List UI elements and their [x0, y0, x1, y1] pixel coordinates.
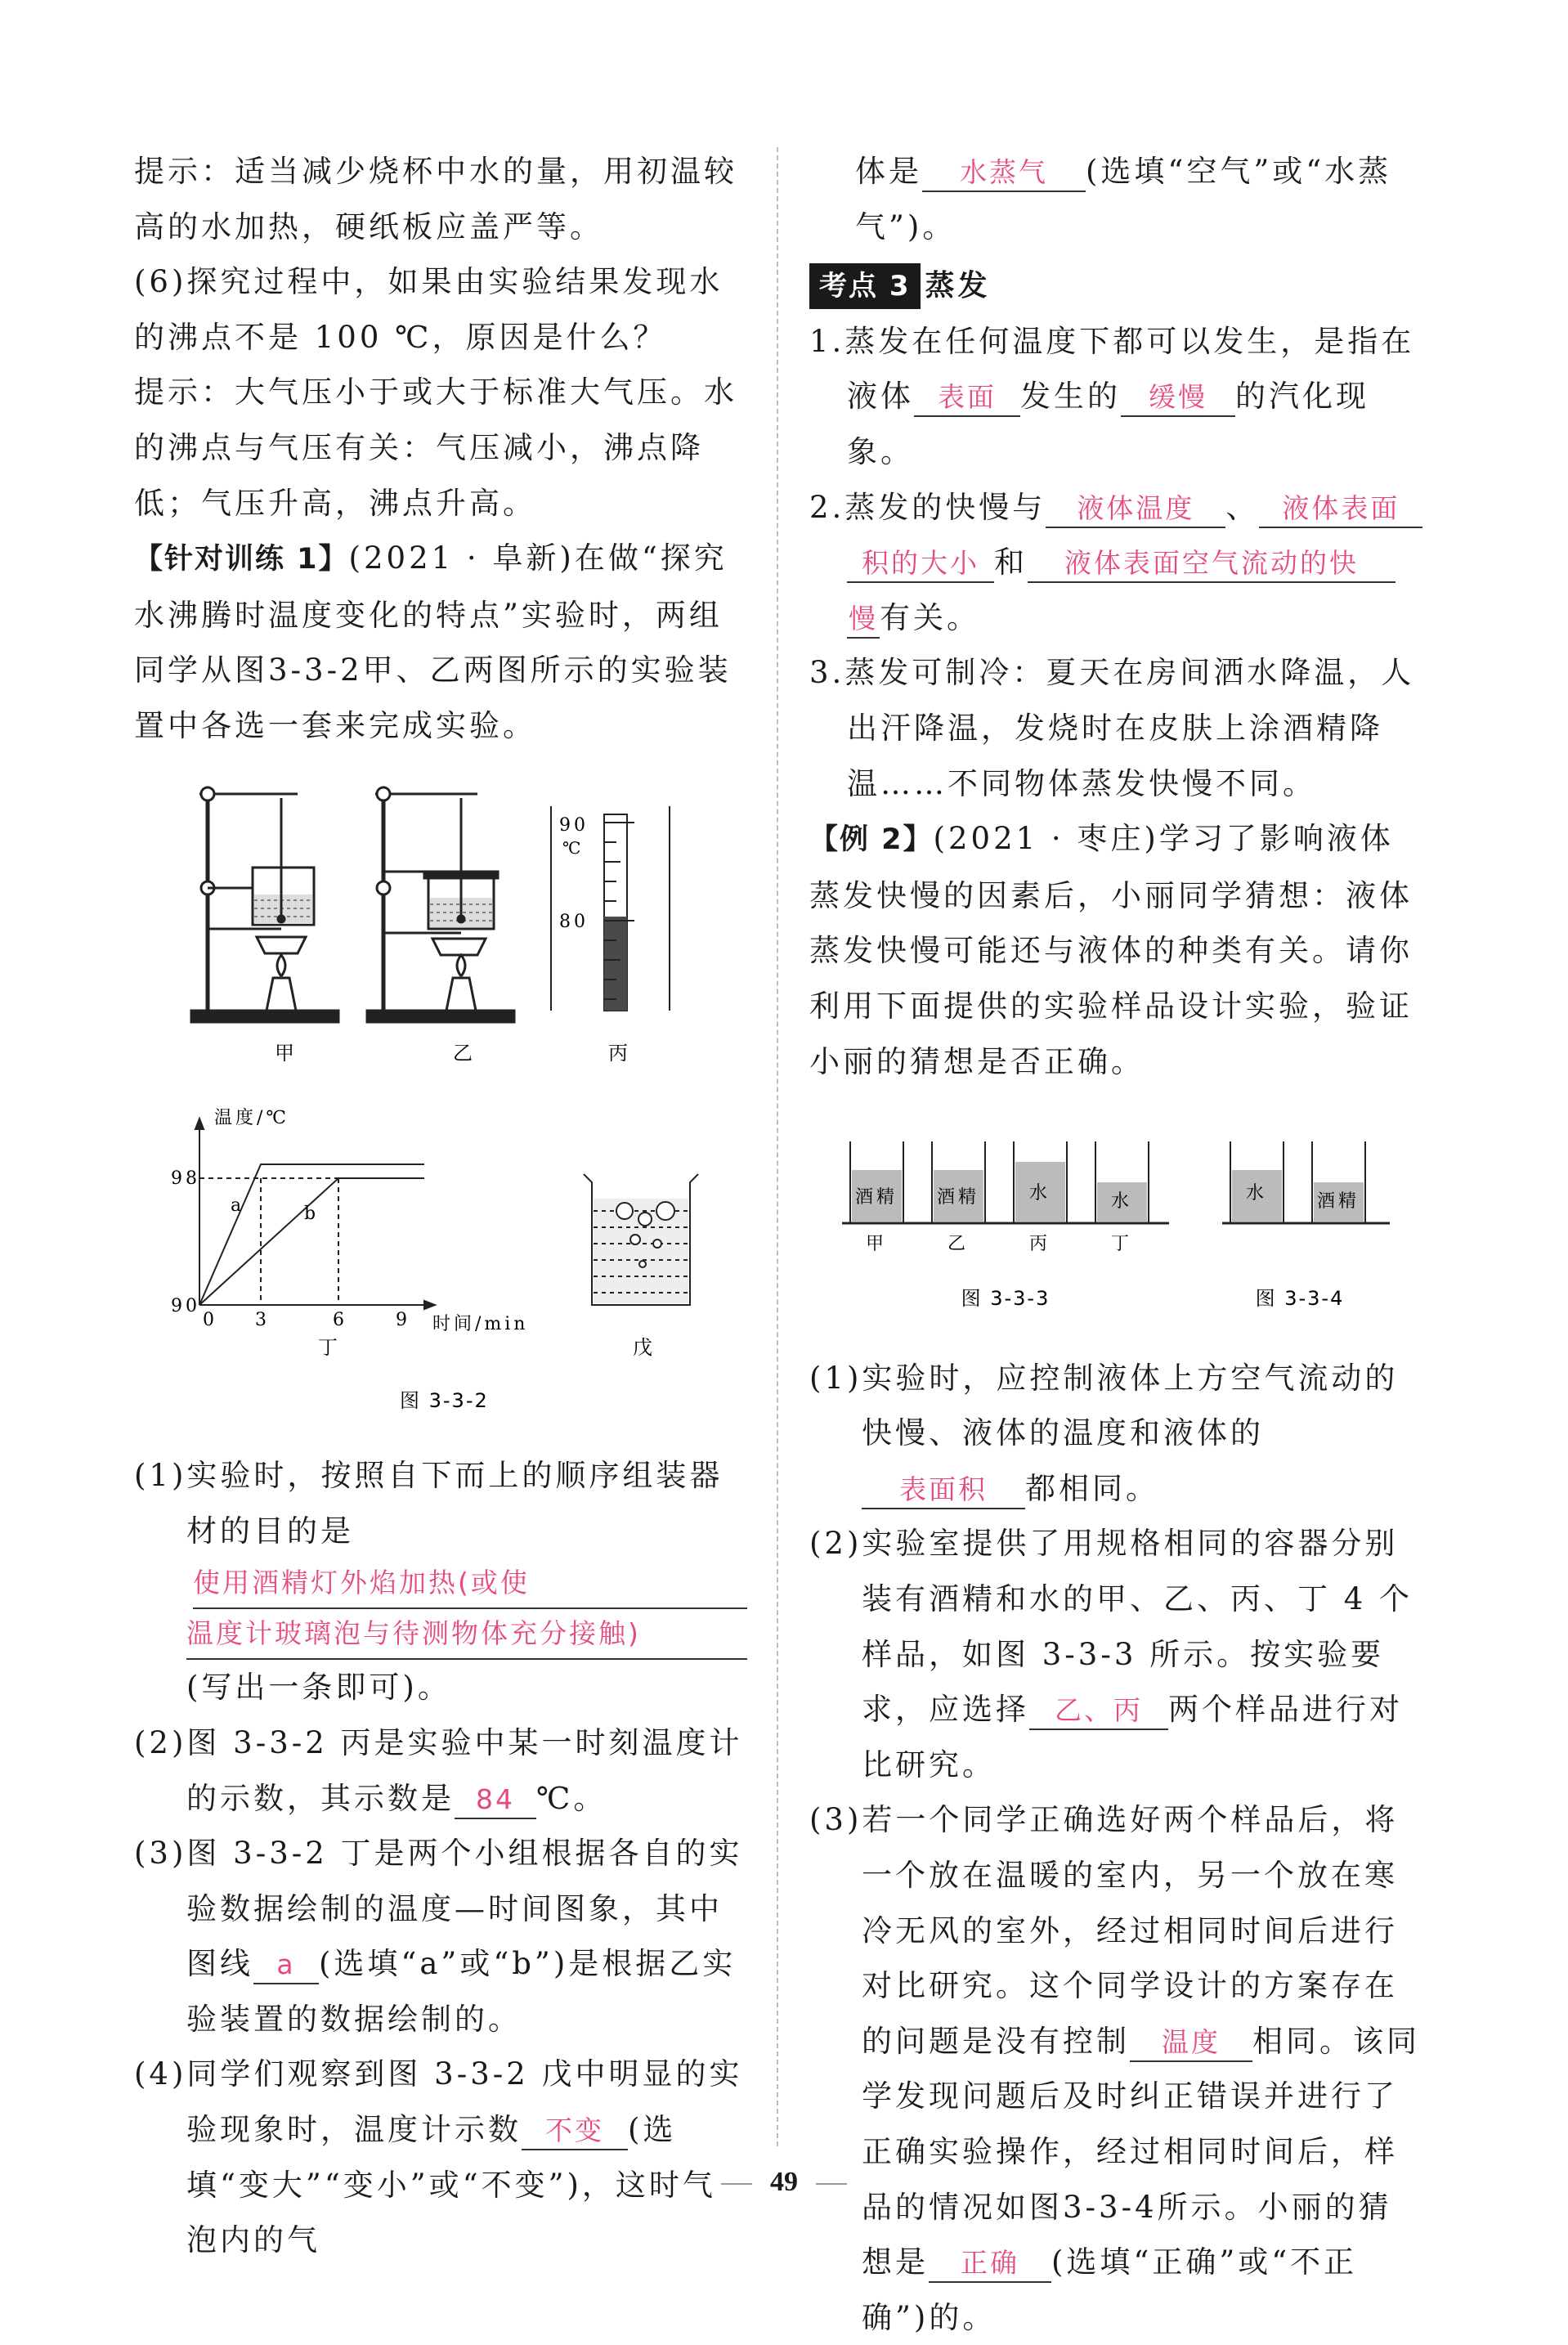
point-2-answer-3b: 慢 — [847, 601, 880, 639]
cup-bing-liquid: 水 — [1028, 1183, 1051, 1204]
example-q3-suffix: (选填“正确”或“不正确”)的。 — [862, 2244, 1358, 2335]
example-q3-answer-2: 正确 — [929, 2245, 1051, 2283]
cup-yi-liquid: 酒精 — [936, 1187, 980, 1208]
point-1-suffix: 的汽化现象。 — [847, 379, 1369, 469]
q4-answer: 不变 — [522, 2113, 628, 2150]
cont-answer: 水蒸气 — [922, 155, 1086, 192]
example-q1-prompt: (1)实验时，应控制液体上方空气流动的快慢、液体的温度和液体的 — [809, 1360, 1399, 1451]
point-2-answer-2a: 液体表面 — [1259, 491, 1422, 528]
point-1 — [809, 314, 1424, 480]
graph-x6: 6 — [333, 1309, 347, 1330]
cup-ding-label: 丁 — [1110, 1234, 1133, 1255]
q4-continuation — [809, 144, 1424, 254]
practice-text: (2021 · 阜新)在做“探究水沸腾时温度变化的特点”实验时，两组同学从图3-3-2甲、乙两图所示的实验装置中各选一套来完成实验。 — [134, 540, 732, 743]
q3-answer: a — [253, 1947, 319, 1984]
graph-label-b: b — [304, 1203, 320, 1224]
point-2-answer-1: 液体温度 — [1046, 491, 1225, 528]
point-2-suffix: 有关。 — [880, 599, 980, 635]
label-yi: 乙 — [453, 1041, 476, 1065]
page-number-text: 49 — [770, 2167, 798, 2197]
figure-3-3-2 — [134, 765, 747, 1437]
q2-suffix: ℃。 — [536, 1780, 607, 1816]
page-number — [0, 2167, 1568, 2198]
q4 — [134, 2047, 747, 2267]
example-q3-prompt: (3)若一个同学正确选好两个样品后，将一个放在温暖的室内，另一个放在寒冷无风的室外，经过相同时间后进行对比研究。这个同学设计的方案存在的问题是没有控制 — [809, 1802, 1399, 2059]
line-a — [199, 1164, 424, 1305]
practice-intro — [134, 531, 747, 753]
cup-jia-label: 甲 — [865, 1234, 888, 1255]
mercury-column — [604, 917, 627, 1011]
point-2-and: 和 — [994, 545, 1028, 581]
graph-x3: 3 — [255, 1309, 270, 1330]
cup-alcohol-2-liquid: 酒精 — [1316, 1191, 1360, 1213]
figure-3-3-2-svg — [134, 765, 747, 1419]
hint-2: 提示：大气压小于或大于标准大气压。水的沸点与气压有关：气压减小，沸点降低；气压升高，沸点升高。 — [134, 374, 737, 521]
example-q2-prompt: (2)实验室提供了用规格相同的容器分别装有酒精和水的甲、乙、丙、丁 4 个样品，如图 3-3-3 所示。按实验要求，应选择 — [809, 1526, 1413, 1728]
q1-answer-line2: 温度计玻璃泡与待测物体充分接触) — [186, 1609, 747, 1660]
kaodian-badge: 考点 3 — [809, 263, 921, 309]
practice-tag: 【针对训练 1】 — [134, 543, 349, 576]
point-2-sep: 、 — [1225, 489, 1260, 525]
graph-x0: 0 — [203, 1309, 217, 1330]
example-q2-suffix: 两个样品进行对比研究。 — [862, 1692, 1403, 1782]
left-column — [134, 144, 747, 2268]
q3 — [134, 1826, 747, 2047]
example-q3 — [809, 1792, 1424, 2345]
cup-yi-label: 乙 — [947, 1234, 970, 1255]
example-tag: 【例 2】 — [809, 823, 934, 857]
thermo-unit: ℃ — [562, 837, 585, 858]
example-q2 — [809, 1516, 1424, 1792]
label-jia: 甲 — [275, 1041, 298, 1065]
label-wu: 戊 — [633, 1335, 656, 1359]
q2-prompt: (2)图 3-3-2 丙是实验中某一时刻温度计的示数，其示数是 — [134, 1724, 743, 1816]
beaker-wu — [584, 1174, 698, 1305]
graph-xlabel: 时间/min — [432, 1313, 529, 1334]
point-1-mid: 发生的 — [1020, 379, 1121, 415]
figure-3-3-4-caption: 图 3-3-4 — [1255, 1287, 1345, 1311]
hint-1: 提示：适当减少烧杯中水的量，用初温较高的水加热，硬纸板应盖严等。 — [134, 154, 737, 244]
kaodian-3-heading — [809, 258, 1424, 314]
q3-prompt: (3)图 3-3-2 丁是两个小组根据各自的实验数据绘制的温度—时间图象，其中图线 — [134, 1836, 743, 1982]
thermo-80: 80 — [559, 911, 589, 932]
apparatus-yi — [367, 787, 514, 1022]
cups-figure-svg — [809, 1101, 1424, 1321]
q4-prompt: (4)同学们观察到图 3-3-2 戊中明显的实验现象时，温度计示数 — [134, 2056, 743, 2148]
example-2 — [809, 811, 1424, 1089]
example-q1 — [809, 1351, 1424, 1517]
q2-answer: 84 — [455, 1782, 536, 1819]
q1-suffix: (写出一条即可)。 — [186, 1670, 451, 1706]
point-2-answer-3a: 液体表面空气流动的快 — [1028, 545, 1396, 583]
kaodian-title: 蒸发 — [925, 269, 991, 303]
apparatus-jia — [191, 787, 338, 1022]
cup-bing-label: 丙 — [1028, 1234, 1051, 1255]
example-q3-answer-1: 温度 — [1130, 2024, 1252, 2062]
thermo-90: 90 — [559, 814, 589, 836]
figure-3-3-2-caption: 图 3-3-2 — [400, 1388, 489, 1412]
right-column — [809, 144, 1424, 2345]
point-1-prompt: 1.蒸发在任何温度下都可以发生，是指在液体 — [809, 323, 1415, 415]
graph-y90: 90 — [171, 1295, 200, 1316]
cont-suffix: (选填“空气”或“水蒸气”)。 — [855, 154, 1392, 244]
label-bing: 丙 — [608, 1041, 631, 1065]
point-1-answer-2: 缓慢 — [1121, 379, 1235, 417]
thermometer-bing — [551, 806, 670, 1011]
label-ding: 丁 — [318, 1335, 341, 1359]
graph-label-a: a — [231, 1195, 245, 1216]
graph-y98: 98 — [171, 1168, 200, 1189]
figure-3-3-3-caption: 图 3-3-3 — [961, 1287, 1051, 1311]
point-2 — [809, 480, 1424, 646]
example-q2-answer: 乙、丙 — [1029, 1693, 1168, 1730]
example-q3-mid: 相同。该同学发现问题后及时纠正错误并进行了正确实验操作，经过相同时间后，样品的情况如图3-3-4所示。小丽的猜想是 — [862, 2023, 1420, 2280]
example-q1-suffix: 都相同。 — [1025, 1470, 1159, 1506]
column-divider — [777, 147, 778, 2146]
point-3: 3.蒸发可制冷：夏天在房间洒水降温，人出汗降温，发烧时在皮肤上涂酒精降温……不同物体蒸发快慢不同。 — [809, 655, 1415, 801]
point-2-answer-2b: 积的大小 — [847, 545, 994, 583]
q1-answer-line1: 使用酒精灯外焰加热(或使 — [193, 1558, 747, 1609]
q3-suffix: (选填“a”或“b”)是根据乙实验装置的数据绘制的。 — [186, 1946, 737, 2037]
q1-prompt: (1)实验时，按照自下而上的顺序组装器材的目的是 — [134, 1458, 724, 1549]
q4-suffix: (选填“变大”“变小”或“不变”)，这时气泡内的气 — [186, 2112, 716, 2258]
point-2-prompt: 2.蒸发的快慢与 — [809, 489, 1046, 525]
question-6: (6)探究过程中，如果由实验结果发现水的沸点不是 100 ℃，原因是什么？ — [134, 264, 724, 355]
cup-ding-liquid: 水 — [1110, 1191, 1133, 1213]
example-q1-answer: 表面积 — [862, 1472, 1025, 1509]
graph-x9: 9 — [396, 1309, 410, 1330]
q2 — [134, 1715, 747, 1826]
cont-prompt: 体是 — [855, 154, 922, 189]
cup-jia-liquid: 酒精 — [854, 1187, 898, 1208]
graph-ylabel: 温度/℃ — [214, 1107, 290, 1128]
point-1-answer-1: 表面 — [914, 379, 1020, 417]
example-text: (2021 · 枣庄)学习了影响液体蒸发快慢的因素后，小丽同学猜想：液体蒸发快慢可能还与液体的种类有关。请你利用下面提供的实验样品设计实验，验证小丽的猜想是否正确。 — [809, 821, 1413, 1079]
figures-3-3-3-and-3-3-4 — [809, 1101, 1424, 1339]
cup-water-2-liquid: 水 — [1245, 1183, 1268, 1204]
q1 — [134, 1448, 747, 1715]
